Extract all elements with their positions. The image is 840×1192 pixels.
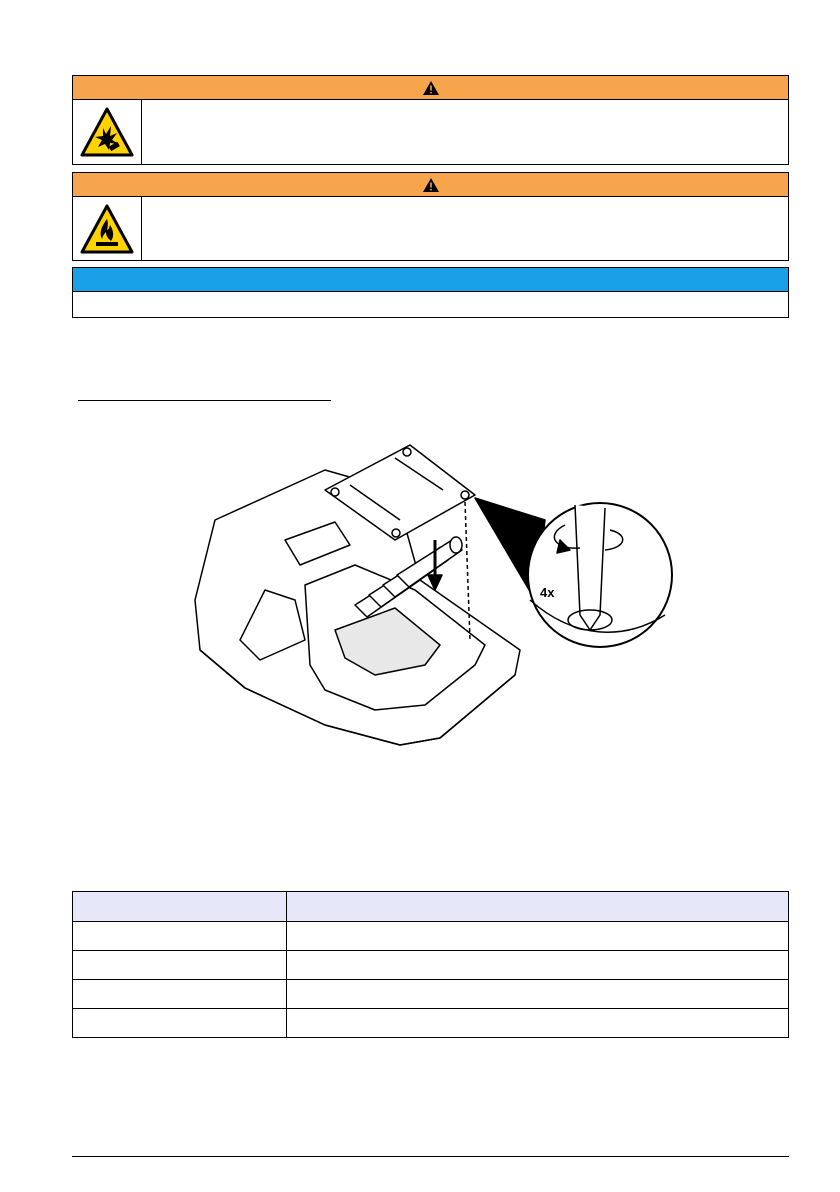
- table-header-cell: [287, 892, 789, 922]
- table-row: [73, 922, 789, 951]
- footer-rule: [72, 1156, 789, 1157]
- warning-triangle-icon: [423, 178, 439, 192]
- warning-text: [142, 197, 788, 260]
- table-cell: [287, 1009, 789, 1038]
- flammable-hazard-icon: [79, 203, 135, 255]
- underlined-link-rule: [78, 400, 331, 401]
- table-row: [73, 951, 789, 980]
- warning-text: [142, 100, 788, 164]
- warning-box-explosion: [72, 75, 789, 165]
- table-cell: [73, 1009, 287, 1038]
- warning-box-flammable: [72, 172, 789, 261]
- table-header-cell: [73, 892, 287, 922]
- spec-table: [72, 891, 789, 1038]
- table-cell: [287, 980, 789, 1009]
- table-cell: [287, 922, 789, 951]
- battery-installation-figure: [185, 440, 680, 750]
- notice-box: [72, 267, 789, 318]
- explosion-hazard-icon: [79, 106, 135, 158]
- table-cell: [73, 922, 287, 951]
- warning-header: [73, 76, 788, 100]
- figure-label-4x: 4x: [540, 585, 555, 600]
- warning-triangle-icon: [423, 81, 439, 95]
- table-row: [73, 1009, 789, 1038]
- table-cell: [287, 951, 789, 980]
- table-cell: [73, 980, 287, 1009]
- warning-header: [73, 173, 788, 197]
- table-row: [73, 980, 789, 1009]
- notice-header: [73, 268, 788, 292]
- table-cell: [73, 951, 287, 980]
- table-header-row: [73, 892, 789, 922]
- notice-text: [73, 292, 788, 317]
